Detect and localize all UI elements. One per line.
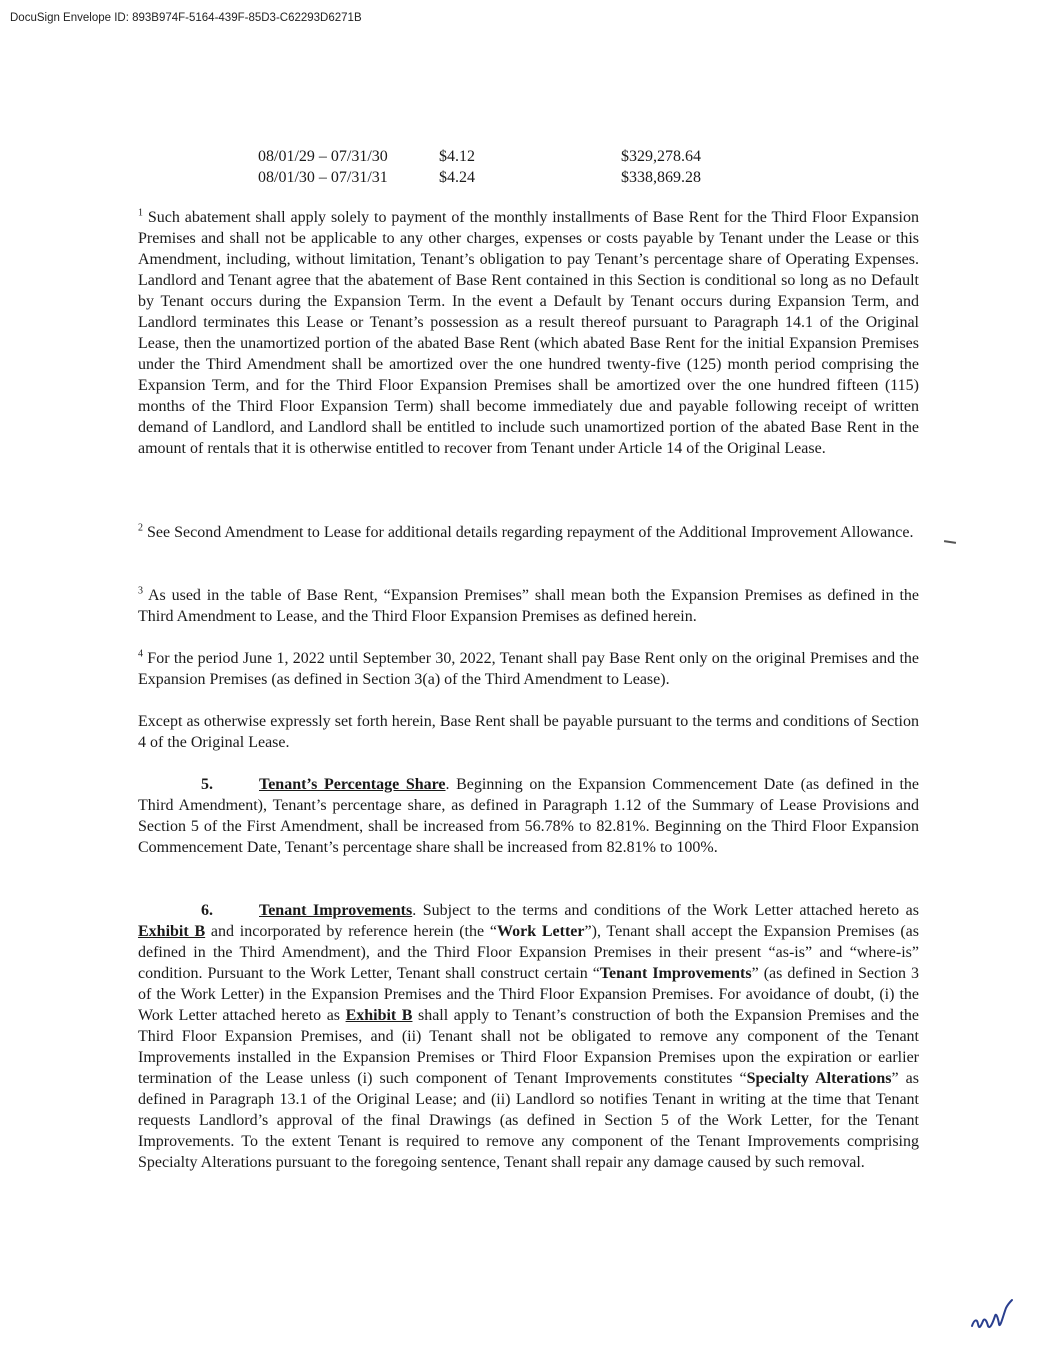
section-text: ”), Tenant shall accept the Expansion Premises (as defined in the Third Amendment), and the Third Floor Expansion Premises in their present “as-is” and “where-is” condition. Pursuant to the Work Letter, Tenant shall construct certain “ (138, 923, 919, 982)
section-6-tenant-improvements (138, 900, 919, 1173)
exhibit-b-reference: Exhibit B (138, 923, 206, 940)
footnote-text: As used in the table of Base Rent, “Expansion Premises” shall mean both the Expansion Premises as defined in the Third Amendment to Lease, and the Third Floor Expansion Premises as defined herein. (138, 587, 919, 625)
footnote-1 (138, 207, 919, 459)
section-heading: Tenant’s Percentage Share (259, 776, 446, 793)
footnote-mark: 4 (138, 648, 143, 660)
rent-period: 08/01/30 – 07/31/31 (258, 169, 388, 186)
section-text: ” (as defined in Section 3 of the Work Letter) in the Expansion Premises and the Third Floor Expansion Premises. For avoidance of doubt, (i) the Work Letter attached hereto as (138, 965, 919, 1024)
section-text: ” as defined in Paragraph 13.1 of the Original Lease; and (ii) Landlord so notifies Tenant in writing at the time that Tenant requests Landlord’s approval of the final Drawings (as defined in Section 5 of the Work Letter, for the Tenant Improvements. To the extent Tenant is required to remove any component of the Tenant Improvements comprising Specialty Alterations pursuant to the foregoing sentence, Tenant shall repair any damage caused by such removal. (138, 1070, 920, 1171)
footnote-3 (138, 585, 919, 627)
docusign-envelope-id: DocuSign Envelope ID: 893B974F-5164-439F-85D3-C62293D6271B (10, 12, 362, 24)
annual-rent: $329,278.64 (621, 148, 701, 165)
section-text: shall apply to Tenant’s construction of both the Expansion Premises and the Third Floor Expansion Premises, and (ii) Tenant shall not be obligated to remove any component of the Tenant Improvements installed in the Expansion Premises or Third Floor Expansion Premises upon the expiration or earlier termination of the Lease unless (i) such component of Tenant Improvements constitutes “ (138, 1007, 920, 1087)
defined-term-tenant-improvements: Tenant Improvements (599, 965, 752, 982)
margin-mark (944, 540, 956, 544)
footnote-mark: 2 (138, 522, 143, 534)
rent-rate: $4.24 (439, 169, 475, 186)
section-heading: Tenant Improvements (259, 902, 413, 919)
footnote-4 (138, 648, 919, 690)
footnote-mark: 3 (138, 585, 143, 597)
defined-term-specialty-alterations: Specialty Alterations (746, 1070, 892, 1087)
defined-term-work-letter: Work Letter (496, 923, 585, 940)
footnote-mark: 1 (138, 207, 143, 219)
section-number: 6. (201, 902, 213, 919)
annual-rent: $338,869.28 (621, 169, 701, 186)
rent-period: 08/01/29 – 07/31/30 (258, 148, 388, 165)
section-text: . Beginning on the Expansion Commencement Date (as defined in the Third Amendment), Tenant’s percentage share, as defined in Paragraph 1.12 of the Summary of Lease Provisions and Section 5 of the First Amendment, shall be increased from 56.78% to 82.81%. Beginning on the Third Floor Expansion Commencement Date, Tenant’s percentage share shall be increased from 82.81% to 100%. (138, 776, 919, 856)
section-number: 5. (201, 776, 213, 793)
footnote-2 (138, 522, 919, 543)
rent-rate: $4.12 (439, 148, 475, 165)
exhibit-b-reference: Exhibit B (345, 1007, 413, 1024)
section-text: . Subject to the terms and conditions of the Work Letter attached hereto as (412, 902, 919, 919)
footnote-text: Such abatement shall apply solely to payment of the monthly installments of Base Rent for the Third Floor Expansion Premises and shall not be applicable to any other charges, expenses or costs payable by Tenant under the Lease or this Amendment, including, without limitation, Tenant’s obligation to pay Tenant’s percentage share of Operating Expenses. Landlord and Tenant agree that the abatement of Base Rent contained in this Section is conditional so long as no Default by Tenant occurs during the Expansion Term. In the event a Default by Tenant occurs during Expansion Term, and Landlord terminates this Lease or Tenant’s possession as a result thereof pursuant to Paragraph 14.1 of the Original Lease, then the unamortized portion of the abated Base Rent (which abated Base Rent for the initial Expansion Premises under the Third Amendment shall be amortized over the one hundred twenty-five (125) month period comprising the Expansion Term, and for the Third Floor Expansion Premises shall be amortized over the one hundred fifteen (115) months of the Third Floor Expansion Term) shall become immediately due and payable following receipt of written demand of Landlord, and Landlord shall be entitled to include such unamortized portion of the abated Base Rent in the amount of rentals that it is otherwise entitled to recover from Tenant under Article 14 of the Original Lease. (138, 209, 919, 457)
base-rent-payable-paragraph (138, 711, 919, 753)
section-5-percentage-share (138, 774, 919, 858)
footnote-text: See Second Amendment to Lease for additional details regarding repayment of the Additional Improvement Allowance. (147, 524, 914, 541)
paragraph-text: Except as otherwise expressly set forth herein, Base Rent shall be payable pursuant to the terms and conditions of Section 4 of the Original Lease. (138, 713, 919, 751)
footnote-text: For the period June 1, 2022 until September 30, 2022, Tenant shall pay Base Rent only on the original Premises and the Expansion Premises (as defined in Section 3(a) of the Third Amendment to Lease). (138, 650, 919, 688)
section-text: and incorporated by reference herein (the “ (205, 923, 497, 940)
handwritten-initials (968, 1296, 1018, 1340)
